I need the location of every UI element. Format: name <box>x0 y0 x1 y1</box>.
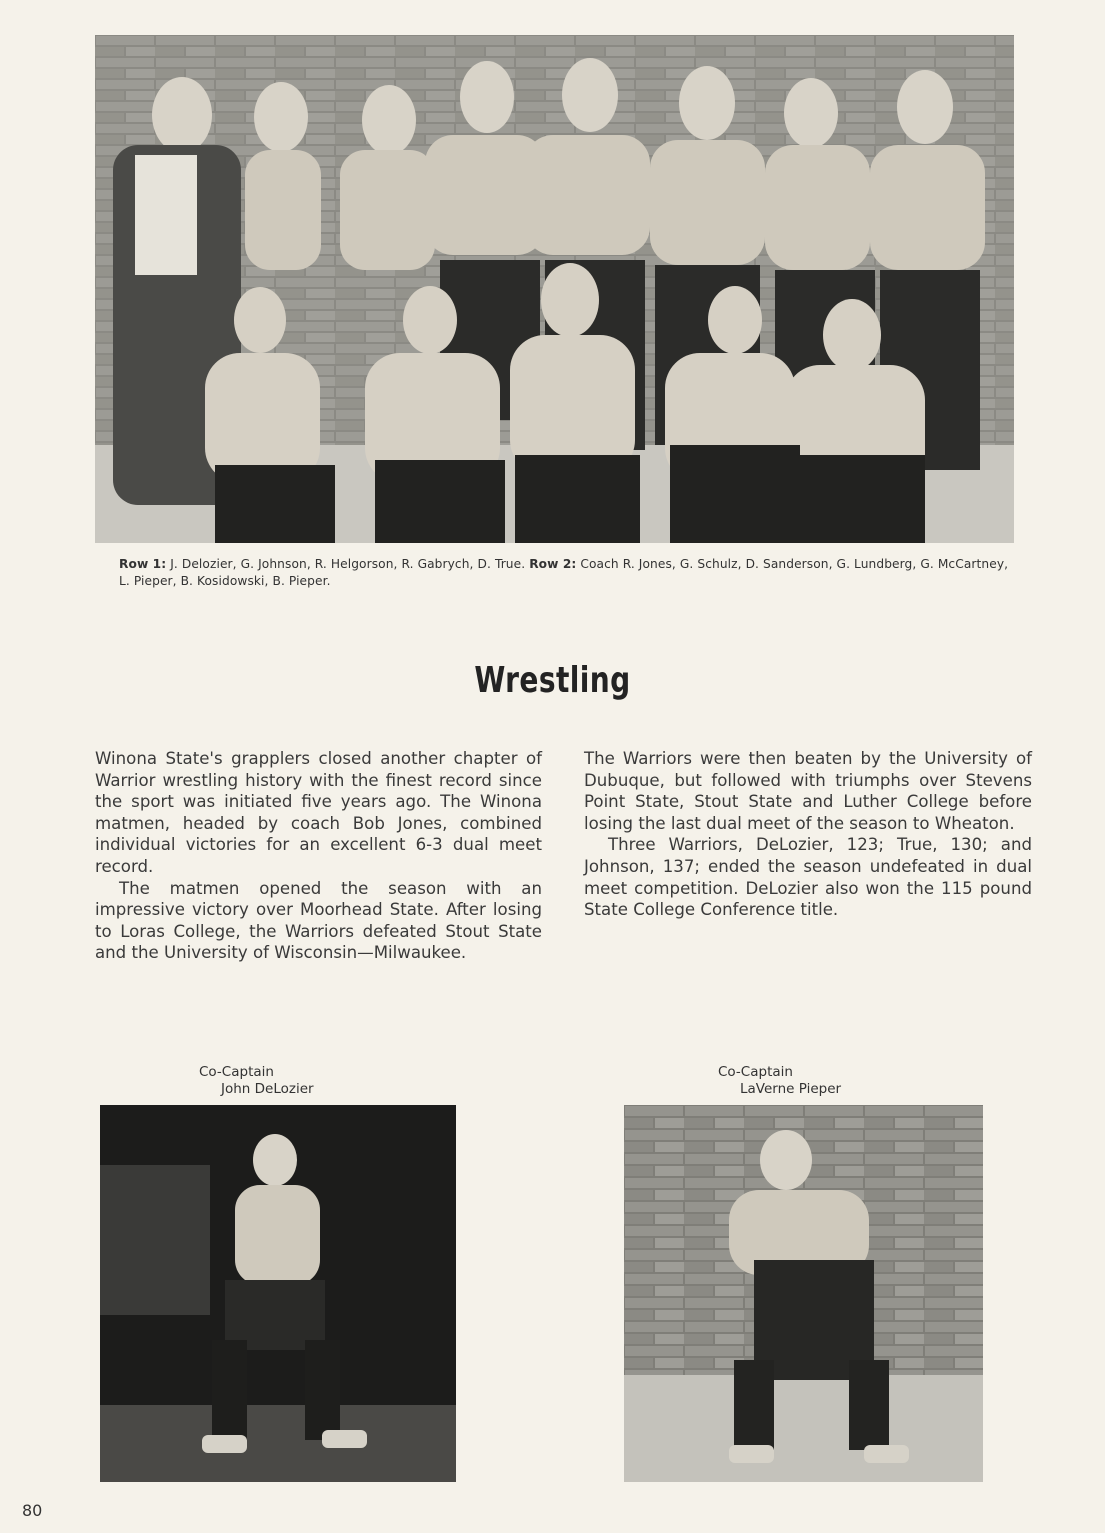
row2-names: Coach R. Jones, G. Schulz, D. Sanderson, G. Lundberg, G. McCartney, L. Pieper, B. Kosidowski, B. Pieper. <box>119 557 1009 588</box>
article-paragraph: Winona State's grapplers closed another chapter of Warrior wrestling history with the finest record since the sport was initiated five years ago. The Winona matmen, headed by coach Bob Jones, combined individual victories for an excellent 6-3 dual meet record. <box>95 749 542 876</box>
row1-names: J. Delozier, G. Johnson, R. Helgorson, R. Gabrych, D. True. <box>166 557 530 571</box>
row1-label: Row 1: <box>119 557 167 571</box>
team-photo-caption <box>119 556 1009 590</box>
cocaptain-role: Co-Captain <box>718 1064 793 1080</box>
delozier-photo <box>100 1105 456 1482</box>
pieper-photo <box>624 1105 983 1482</box>
article-column-left <box>95 748 542 964</box>
page-title: Wrestling <box>474 660 631 701</box>
page-number: 80 <box>22 1501 43 1520</box>
cocaptain-name: John DeLozier <box>221 1081 314 1097</box>
article-paragraph: Three Warriors, DeLozier, 123; True, 130; and Johnson, 137; ended the season undefeated in dual meet competition. DeLozier also won the 115 pound State College Conference title. <box>584 835 1032 920</box>
cocaptain-caption-left <box>199 1064 314 1098</box>
cocaptain-role: Co-Captain <box>199 1064 274 1080</box>
article-paragraph: The Warriors were then beaten by the University of Dubuque, but followed with triumphs over Stevens Point State, Stout State and Luther College before losing the last dual meet of the season to Wheaton. <box>584 749 1032 833</box>
cocaptain-name: LaVerne Pieper <box>740 1081 842 1097</box>
cocaptain-caption-right <box>718 1064 841 1098</box>
article-column-right <box>584 748 1032 921</box>
row2-label: Row 2: <box>529 557 577 571</box>
article-paragraph: The matmen opened the season with an impressive victory over Moorhead State. After losing to Loras College, the Warriors defeated Stout State and the University of Wisconsin—Milwaukee. <box>95 878 542 963</box>
team-photo <box>95 35 1014 543</box>
